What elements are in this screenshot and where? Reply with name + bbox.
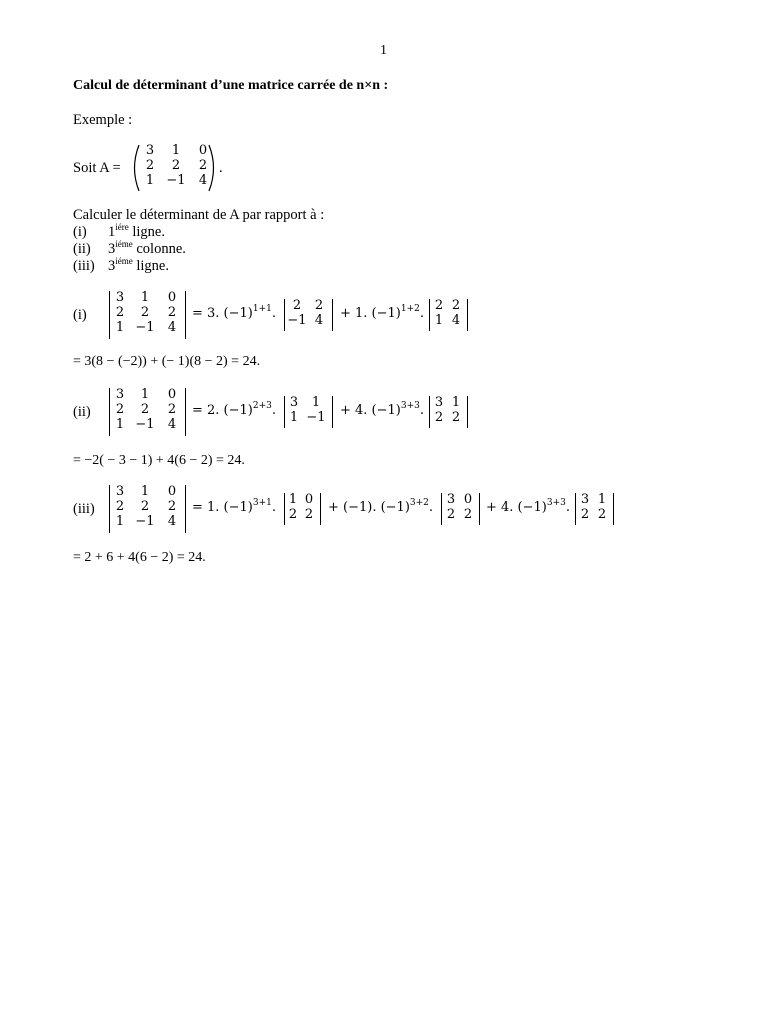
part-iii-minor-3: 3 1 2 2: [574, 492, 616, 526]
part-ii-term-2: + 4. $(-1)^{3+3}$.: [340, 401, 425, 418]
example-label: Exemple :: [73, 112, 133, 128]
part-ii-label: (ii): [73, 404, 91, 420]
part-i-result: = 3(8 − (−2)) + (− 1)(8 − 2) = 24.: [73, 354, 261, 369]
part-i-label: (i): [73, 307, 87, 323]
part-iii-term-3: + 4. $(-1)^{3+3}$.: [486, 498, 571, 515]
matrix-a-row-2: 2 2 2: [145, 158, 208, 173]
soit-a-label: Soit A =: [73, 160, 121, 176]
item-ii-number: (ii): [73, 241, 91, 257]
part-iii-main-determinant: 3 1 0 2 2 2 1 −1 4: [108, 484, 188, 534]
part-iii-term-2: + (−1). $(-1)^{3+2}$.: [328, 498, 434, 515]
part-ii-term-1: = 2. $(-1)^{2+3}$.: [192, 401, 277, 418]
part-i-minor-2: 2 2 1 4: [428, 298, 470, 332]
part-iii-minor-1: 1 0 2 2: [283, 492, 323, 526]
part-i-main-determinant: 3 1 0 2 2 2 1 −1 4: [108, 290, 188, 340]
part-iii-minor-2: 3 0 2 2: [440, 492, 482, 526]
matrix-end-dot: .: [219, 160, 223, 176]
page-number: 1: [380, 43, 387, 58]
part-ii-minor-2: 3 1 2 2: [428, 395, 470, 429]
item-iii-text: $3^{iéme}$ ligne.: [108, 256, 169, 274]
part-i-minor-1: 2 2 −1 4: [283, 298, 335, 332]
part-i-term-1: = 3. $(-1)^{1+1}$.: [192, 304, 277, 321]
item-i-text: $1^{iére}$ ligne.: [108, 222, 165, 240]
part-ii-result: = −2( − 3 − 1) + 4(6 − 2) = 24.: [73, 453, 245, 468]
document-title: Calcul de déterminant d’une matrice carrée de n×n :: [73, 78, 389, 93]
matrix-a-row-3: 1 −1 4: [145, 173, 208, 188]
part-iii-label: (iii): [73, 501, 95, 517]
matrix-a-row-1: 3 1 0: [145, 143, 208, 158]
item-iii-number: (iii): [73, 258, 95, 274]
matrix-a: [130, 143, 222, 193]
part-iii-term-1: = 1. $(-1)^{3+1}$.: [192, 498, 277, 515]
question-text: Calculer le déterminant de A par rapport à :: [73, 207, 325, 223]
part-i-term-2: + 1. $(-1)^{1+2}$.: [340, 304, 425, 321]
part-iii-result: = 2 + 6 + 4(6 − 2) = 24.: [73, 550, 206, 565]
part-ii-minor-1: 3 1 1 −1: [283, 395, 335, 429]
item-i-number: (i): [73, 224, 87, 240]
item-ii-text: $3^{iéme}$ colonne.: [108, 239, 186, 257]
part-ii-main-determinant: 3 1 0 2 2 2 1 −1 4: [108, 387, 188, 437]
